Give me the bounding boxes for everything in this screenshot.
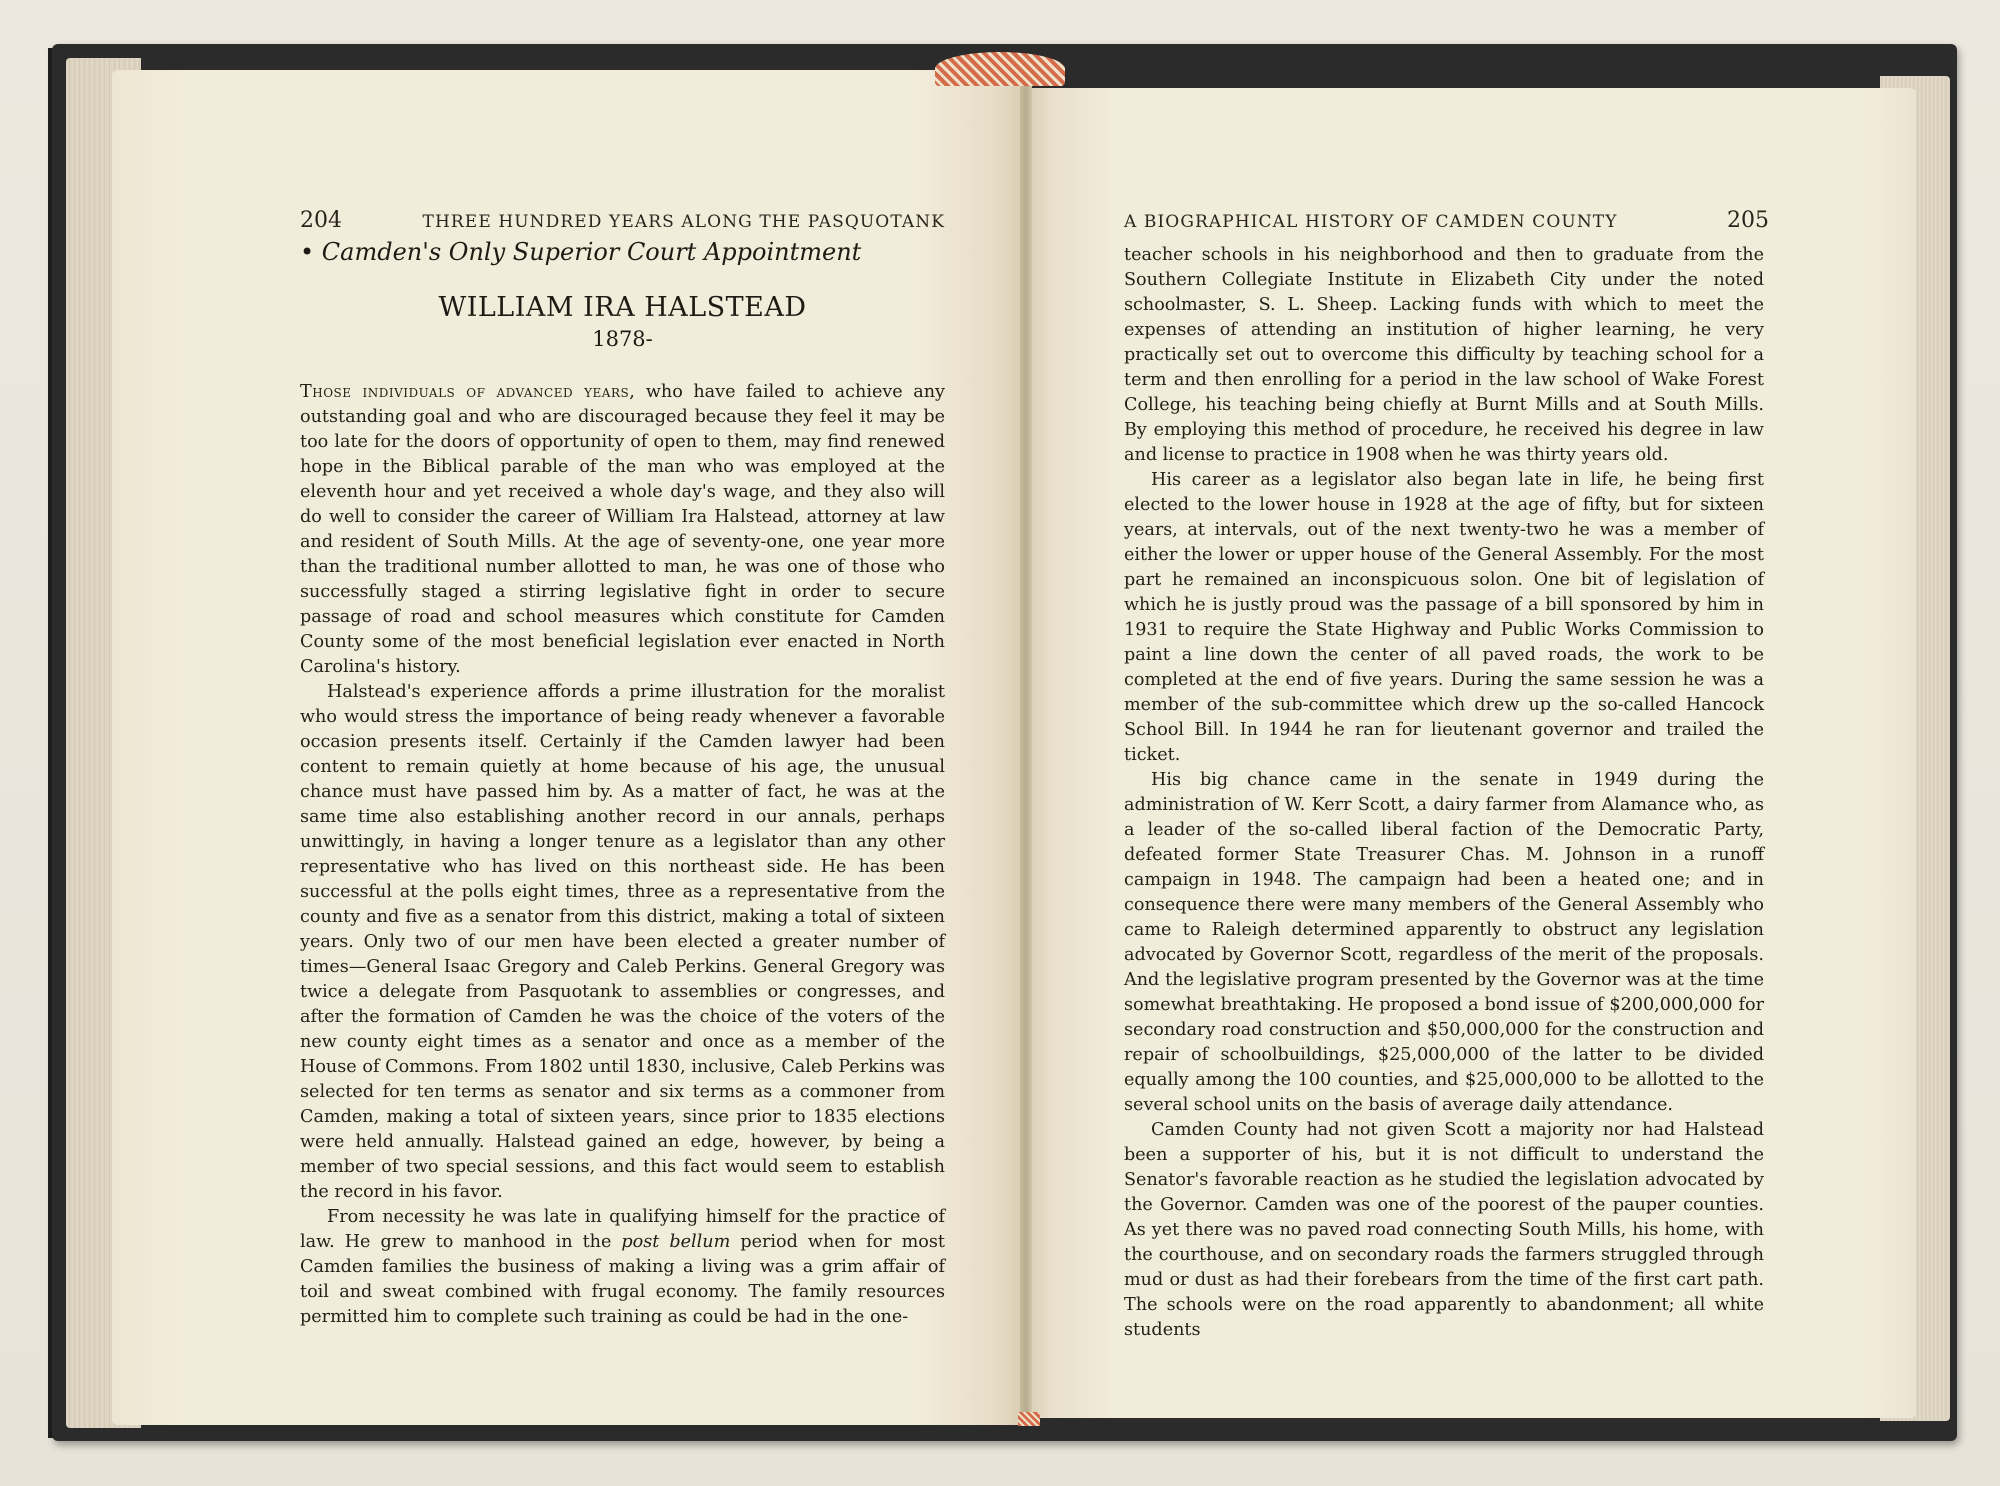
left-paragraph-3-italic: post bellum [621,1232,731,1252]
right-page-body [1124,243,1764,1343]
section-heading: • Camden's Only Superior Court Appointment [300,238,862,266]
right-running-title: A BIOGRAPHICAL HISTORY OF CAMDEN COUNTY [1124,212,1618,232]
left-paragraph-3-part-a: From necessity he was late in qualifying himself for the practice of law. He grew to manhood in the [300,1207,945,1252]
headband [935,52,1065,86]
right-paragraph-4: Camden County had not given Scott a majority nor had Halstead been a supporter of his, but it is not difficult to understand the Senator's favorable reaction as he studied the legislation advocated by the Governor. Camden was one of the poorest of the pauper counties. As yet there was no paved road connecting South Mills, his home, with the courthouse, and on secondary roads the farmers struggled through mud or dust as had their forebears from the time of the first cart path. The schools were on the road apparently to abandonment; all white students [1124,1120,1764,1340]
left-paragraph-3 [300,1205,945,1330]
right-paragraph-2: His career as a legislator also began late in life, he being first elected to the lower house in 1928 at the age of fifty, but for sixteen years, at intervals, out of the next twenty-two he was a member of either the lower or upper house of the General Assembly. For the most part he remained an inconspicuous solon. One bit of legislation of which he is justly proud was the passage of a bill sponsored by him in 1931 to require the State Highway and Public Works Commission to paint a line down the center of all paved roads, the work to be completed at the end of five years. During the same session he was a member of the sub-committee which drew up the so-called Hancock School Bill. In 1944 he ran for lieutenant governor and trailed the ticket. [1124,470,1764,765]
left-page-body [300,380,945,1330]
article-title: WILLIAM IRA HALSTEAD [438,292,807,323]
tailband [1018,1412,1040,1426]
left-page-number: 204 [300,208,342,233]
right-running-head [1124,208,1769,236]
left-paragraph-3-part-b: period when for most Camden families the business of making a living was a grim affair of toil and sweat combined with frugal economy. The family resources permitted him to complete such training as could be had in the one- [300,1232,945,1327]
article-years: 1878- [592,327,653,351]
book-gutter [1020,72,1032,1422]
left-running-title: THREE HUNDRED YEARS ALONG THE PASQUOTANK [422,212,945,232]
right-page-number: 205 [1727,208,1769,233]
right-paragraph-1: teacher schools in his neighborhood and then to graduate from the Southern Collegiate Institute in Elizabeth City under the noted schoolmaster, S. L. Sheep. Lacking funds with which to meet the expenses of attending an institution of higher learning, he very practically set out to overcome this difficulty by teaching school for a term and then enrolling for a period in the law school of Wake Forest College, his teaching being chiefly at Burnt Mills and at South Mills. By employing this method of procedure, he received his degree in law and license to practice in 1908 when he was thirty years old. [1124,245,1764,465]
right-paragraph-3: His big chance came in the senate in 1949 during the administration of W. Kerr Scott, a dairy farmer from Alamance who, as a leader of the so-called liberal faction of the Democratic Party, defeated former State Treasurer Chas. M. Johnson in a runoff campaign in 1948. The campaign had been a heated one; and in consequence there were many members of the General Assembly who came to Raleigh determined apparently to obstruct any legislation advocated by Governor Scott, regardless of the merit of the proposals. And the legislative program presented by the Governor was at the time somewhat breathtaking. He proposed a bond issue of $200,000,000 for secondary road construction and $50,000,000 for the construction and repair of schoolbuildings, $25,000,000 of the latter to be divided equally among the 100 counties, and $25,000,000 to be allotted to the several school units on the basis of average daily attendance. [1124,770,1764,1115]
left-running-head [300,208,945,236]
lead-in-smallcaps: Those individuals of advanced years, [300,382,636,402]
left-paragraph-2: Halstead's experience affords a prime illustration for the moralist who would stress the importance of being ready whenever a favorable occasion presents itself. Certainly if the Camden lawyer had been content to remain quietly at home because of his age, the unusual chance must have passed him by. As a matter of fact, he was at the same time also establishing another record in our annals, perhaps unwittingly, in having a longer tenure as a legislator than any other representative who has lived on this northeast side. He has been successful at the polls eight times, three as a representative from the county and five as a senator from this district, making a total of sixteen years. Only two of our men have been elected a greater number of times—General Isaac Gregory and Caleb Perkins. General Gregory was twice a delegate from Pasquotank to assemblies or congresses, and after the formation of Camden he was the choice of the voters of the new county eight times as a senator and once as a member of the House of Commons. From 1802 until 1830, inclusive, Caleb Perkins was selected for ten terms as senator and six terms as a commoner from Camden, making a total of sixteen years, since prior to 1835 elections were held annually. Halstead gained an edge, however, by being a member of two special sessions, and this fact would seem to establish the record in his favor. [300,682,945,1202]
left-paragraph-1 [300,380,945,680]
left-paragraph-1-text: who have failed to achieve any outstanding goal and who are discouraged because they feel it may be too late for the doors of opportunity of open to them, may find renewed hope in the Biblical parable of the man who was employed at the eleventh hour and yet received a whole day's wage, and they also will do well to consider the career of William Ira Halstead, attorney at law and resident of South Mills. At the age of seventy-one, one year more than the traditional number allotted to man, he was one of those who successfully staged a stirring legislative fight in order to secure passage of road and school measures which constitute for Camden County some of the most beneficial legislation ever enacted in North Carolina's history. [300,382,945,677]
